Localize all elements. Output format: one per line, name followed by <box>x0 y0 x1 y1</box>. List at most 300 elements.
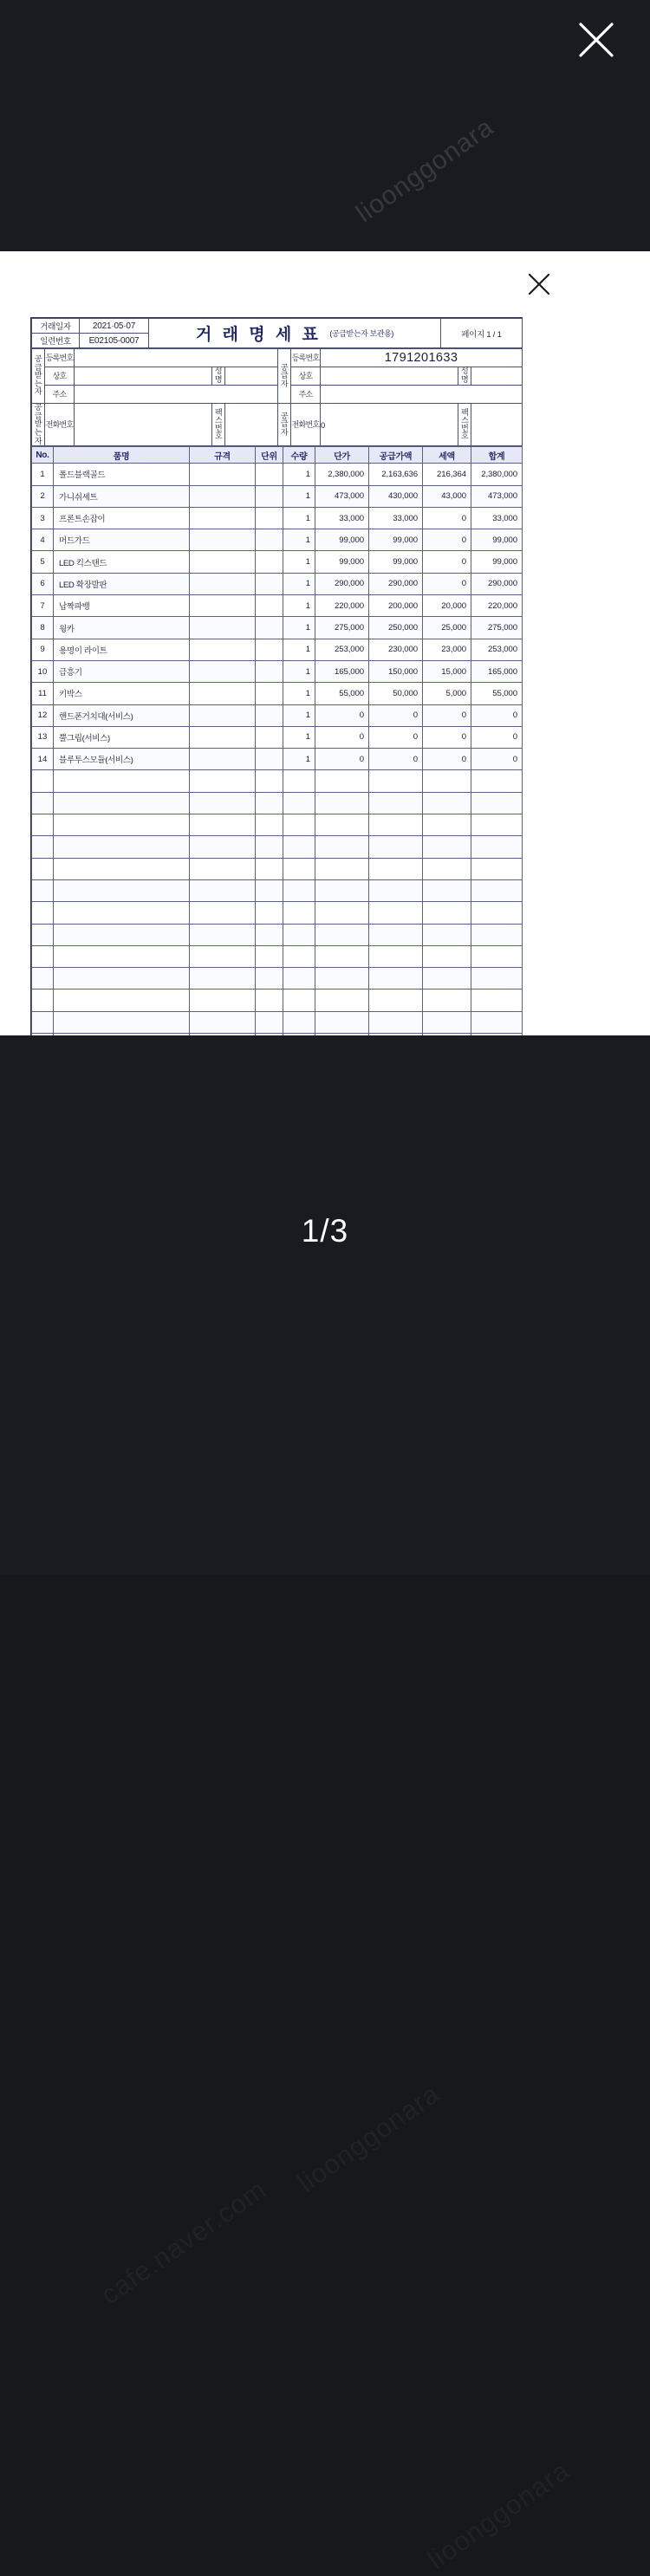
cell-empty <box>369 858 423 879</box>
cell-empty <box>32 858 54 879</box>
cell-qty: 1 <box>283 551 315 573</box>
cell-total: 99,000 <box>471 551 523 573</box>
col-tax: 세액 <box>423 447 471 464</box>
cell-empty <box>283 858 315 879</box>
cell-no: 10 <box>32 660 54 682</box>
cell-supply: 430,000 <box>369 485 423 507</box>
cell-unit <box>256 464 283 485</box>
cell-supply: 0 <box>369 749 423 770</box>
items-table <box>31 446 523 1077</box>
cell-empty <box>32 836 54 858</box>
cell-spec <box>190 507 256 529</box>
cell-supply: 50,000 <box>369 683 423 704</box>
buyer-tel-label: 전화번호 <box>45 404 75 446</box>
cell-total: 220,000 <box>471 595 523 617</box>
table-row <box>32 704 523 726</box>
cell-price: 0 <box>315 704 369 726</box>
party-row-tel <box>32 404 523 446</box>
cell-empty <box>283 814 315 836</box>
cell-spec <box>190 464 256 485</box>
cell-qty: 1 <box>283 639 315 660</box>
serial-label: 일련번호 <box>32 334 80 348</box>
page-title: 거 래 명 세 표 <box>195 326 322 344</box>
cell-tax: 0 <box>423 726 471 748</box>
cell-empty <box>32 1011 54 1033</box>
cell-empty <box>369 792 423 814</box>
col-name: 품명 <box>54 447 190 464</box>
cell-empty <box>369 836 423 858</box>
cell-empty <box>471 1011 523 1033</box>
buyer-reg-label: 등록번호 <box>45 349 75 367</box>
cell-no: 13 <box>32 726 54 748</box>
cell-name: 가니쉬세트 <box>54 485 190 507</box>
cell-empty <box>315 968 369 990</box>
viewer-top-backdrop <box>0 0 650 251</box>
header-row-date <box>32 319 523 334</box>
cell-spec <box>190 683 256 704</box>
cell-empty <box>315 792 369 814</box>
buyer-person-value <box>225 367 278 386</box>
cell-total: 0 <box>471 726 523 748</box>
cell-qty: 1 <box>283 464 315 485</box>
cell-unit <box>256 573 283 594</box>
cell-empty <box>32 945 54 967</box>
cell-empty <box>369 945 423 967</box>
page-indicator: 1/3 <box>301 1213 349 1249</box>
cell-supply: 150,000 <box>369 660 423 682</box>
cell-no: 12 <box>32 704 54 726</box>
cell-supply: 33,000 <box>369 507 423 529</box>
cell-empty <box>423 836 471 858</box>
cell-empty <box>369 814 423 836</box>
cell-empty <box>423 770 471 792</box>
table-row-empty <box>32 836 523 858</box>
cell-empty <box>283 879 315 901</box>
cell-unit <box>256 704 283 726</box>
cell-name: 키박스 <box>54 683 190 704</box>
cell-empty <box>190 924 256 945</box>
date-value: 2021·05·07 <box>80 319 149 334</box>
cell-empty <box>256 990 283 1011</box>
cell-empty <box>283 770 315 792</box>
cell-empty <box>54 924 190 945</box>
supplier-fax-label: 팩스번호 <box>458 404 471 446</box>
cell-empty <box>471 924 523 945</box>
cell-empty <box>283 1011 315 1033</box>
table-row-empty <box>32 879 523 901</box>
table-row <box>32 485 523 507</box>
table-row-empty <box>32 770 523 792</box>
party-block <box>31 348 523 446</box>
cell-empty <box>315 924 369 945</box>
cell-no: 7 <box>32 595 54 617</box>
close-button-top[interactable] <box>574 17 619 62</box>
cell-empty <box>32 792 54 814</box>
table-row <box>32 639 523 660</box>
supplier-addr-value <box>321 386 523 404</box>
cell-spec <box>190 660 256 682</box>
table-row <box>32 573 523 594</box>
cell-empty <box>369 879 423 901</box>
cell-empty <box>190 879 256 901</box>
document-title-cell <box>149 319 441 348</box>
table-row <box>32 617 523 639</box>
cell-spec <box>190 551 256 573</box>
cell-tax: 25,000 <box>423 617 471 639</box>
cell-empty <box>256 770 283 792</box>
cell-spec <box>190 726 256 748</box>
table-row <box>32 464 523 485</box>
cell-empty <box>32 990 54 1011</box>
cell-qty: 1 <box>283 704 315 726</box>
cell-empty <box>256 945 283 967</box>
page-number: 페이지 1 / 1 <box>441 319 523 348</box>
cell-tax: 0 <box>423 749 471 770</box>
cell-empty <box>32 770 54 792</box>
cell-price: 253,000 <box>315 639 369 660</box>
cell-empty <box>190 770 256 792</box>
cell-empty <box>283 836 315 858</box>
cell-tax: 23,000 <box>423 639 471 660</box>
cell-empty <box>471 968 523 990</box>
cell-empty <box>315 836 369 858</box>
cell-supply: 99,000 <box>369 551 423 573</box>
cell-empty <box>315 879 369 901</box>
cell-empty <box>283 792 315 814</box>
cell-empty <box>54 792 190 814</box>
col-spec: 규격 <box>190 447 256 464</box>
cell-name: 프론트손잡이 <box>54 507 190 529</box>
cell-tax: 43,000 <box>423 485 471 507</box>
cell-empty <box>32 968 54 990</box>
cell-empty <box>190 836 256 858</box>
cell-empty <box>471 814 523 836</box>
cell-qty: 1 <box>283 573 315 594</box>
buyer-person-label: 성명 <box>212 367 225 386</box>
cell-empty <box>315 814 369 836</box>
cell-name: LED 확장발판 <box>54 573 190 594</box>
table-row <box>32 507 523 529</box>
cell-tax: 0 <box>423 704 471 726</box>
buyer-name-label: 상호 <box>45 367 75 386</box>
cell-no: 14 <box>32 749 54 770</box>
cell-empty <box>283 990 315 1011</box>
party-row-name <box>32 367 523 386</box>
cell-unit <box>256 749 283 770</box>
cell-empty <box>369 968 423 990</box>
cell-name: 용명이 라이트 <box>54 639 190 660</box>
cell-empty <box>54 770 190 792</box>
document-subtitle: (공급받는자 보관용) <box>329 329 394 338</box>
cell-price: 275,000 <box>315 617 369 639</box>
table-row <box>32 726 523 748</box>
cell-empty <box>190 792 256 814</box>
cell-price: 99,000 <box>315 551 369 573</box>
cell-supply: 0 <box>369 726 423 748</box>
close-icon <box>526 271 552 297</box>
watermark-top: lioonggonara <box>351 112 499 229</box>
cell-empty <box>54 814 190 836</box>
cell-empty <box>190 902 256 924</box>
serial-value: E02105-0007 <box>80 334 149 348</box>
date-label: 거래일자 <box>32 319 80 334</box>
cell-empty <box>315 902 369 924</box>
cell-tax: 0 <box>423 573 471 594</box>
cell-no: 6 <box>32 573 54 594</box>
cell-unit <box>256 726 283 748</box>
table-row-empty <box>32 945 523 967</box>
table-row-empty <box>32 902 523 924</box>
watermark-mid-left: cafe.naver.com <box>94 2173 272 2311</box>
cell-empty <box>190 814 256 836</box>
cell-total: 473,000 <box>471 485 523 507</box>
cell-price: 33,000 <box>315 507 369 529</box>
cell-empty <box>471 879 523 901</box>
cell-name: 머드가드 <box>54 529 190 551</box>
watermark-bottom: lioonggonara <box>421 2455 575 2575</box>
cell-empty <box>423 902 471 924</box>
supplier-fax-value <box>471 404 523 446</box>
cell-empty <box>190 945 256 967</box>
cell-empty <box>471 858 523 879</box>
cell-qty: 1 <box>283 726 315 748</box>
supplier-side-label: 공급자 <box>278 349 291 404</box>
cell-no: 11 <box>32 683 54 704</box>
buyer-tel-value <box>75 404 212 446</box>
cell-empty <box>54 858 190 879</box>
cell-empty <box>54 968 190 990</box>
cell-empty <box>283 924 315 945</box>
cell-no: 5 <box>32 551 54 573</box>
cell-total: 275,000 <box>471 617 523 639</box>
cell-empty <box>54 1011 190 1033</box>
cell-price: 0 <box>315 749 369 770</box>
cell-empty <box>471 990 523 1011</box>
cell-supply: 2,163,636 <box>369 464 423 485</box>
table-row-empty <box>32 792 523 814</box>
cell-price: 55,000 <box>315 683 369 704</box>
supplier-reg-label: 등록번호 <box>291 349 321 367</box>
document-header <box>31 318 523 348</box>
cell-unit <box>256 551 283 573</box>
buyer-fax-label: 팩스번호 <box>212 404 225 446</box>
cell-empty <box>423 924 471 945</box>
cell-no: 1 <box>32 464 54 485</box>
buyer-addr-label: 주소 <box>45 386 75 404</box>
cell-qty: 1 <box>283 749 315 770</box>
buyer-addr-value <box>75 386 278 404</box>
cell-empty <box>283 968 315 990</box>
watermark-mid-right: lioonggonara <box>291 2078 445 2198</box>
cell-empty <box>315 1011 369 1033</box>
cell-empty <box>423 968 471 990</box>
supplier-side-label-2: 공급자 <box>278 404 291 446</box>
cell-name: 블루투스모듈(서비스) <box>54 749 190 770</box>
cell-name: 뿔그립(서비스) <box>54 726 190 748</box>
cell-tax: 5,000 <box>423 683 471 704</box>
table-row <box>32 595 523 617</box>
cell-price: 99,000 <box>315 529 369 551</box>
items-body <box>32 464 523 1077</box>
col-supply: 공급가액 <box>369 447 423 464</box>
cell-spec <box>190 617 256 639</box>
cell-empty <box>315 945 369 967</box>
cell-empty <box>471 836 523 858</box>
cell-empty <box>423 814 471 836</box>
table-row <box>32 660 523 682</box>
cell-name: 핸드폰거치대(서비스) <box>54 704 190 726</box>
buyer-side-label: 공급받는자 <box>32 349 45 404</box>
cell-empty <box>256 792 283 814</box>
cell-supply: 290,000 <box>369 573 423 594</box>
cell-spec <box>190 485 256 507</box>
cell-name: 납짝파뱅 <box>54 595 190 617</box>
cell-empty <box>32 814 54 836</box>
cell-tax: 0 <box>423 529 471 551</box>
cell-supply: 200,000 <box>369 595 423 617</box>
buyer-reg-value <box>75 349 278 367</box>
cell-empty <box>256 814 283 836</box>
cell-price: 0 <box>315 726 369 748</box>
cell-qty: 1 <box>283 683 315 704</box>
cell-price: 220,000 <box>315 595 369 617</box>
cell-no: 9 <box>32 639 54 660</box>
cell-name: 윙카 <box>54 617 190 639</box>
cell-price: 290,000 <box>315 573 369 594</box>
cell-qty: 1 <box>283 660 315 682</box>
cell-tax: 216,364 <box>423 464 471 485</box>
cell-empty <box>315 858 369 879</box>
table-row-empty <box>32 968 523 990</box>
col-price: 단가 <box>315 447 369 464</box>
cell-total: 55,000 <box>471 683 523 704</box>
supplier-name-label: 상호 <box>291 367 321 386</box>
cell-empty <box>283 902 315 924</box>
supplier-person-label: 성명 <box>458 367 471 386</box>
buyer-name-value <box>75 367 212 386</box>
cell-empty <box>423 792 471 814</box>
cell-empty <box>256 858 283 879</box>
viewer-bottom-backdrop <box>0 1035 650 2575</box>
cell-unit <box>256 507 283 529</box>
cell-empty <box>369 924 423 945</box>
buyer-side-label-2: 공급받는자 <box>32 404 45 446</box>
cell-empty <box>369 1011 423 1033</box>
cell-empty <box>190 990 256 1011</box>
cell-qty: 1 <box>283 617 315 639</box>
items-header-row <box>32 447 523 464</box>
cell-empty <box>54 945 190 967</box>
cell-unit <box>256 485 283 507</box>
cell-empty <box>256 836 283 858</box>
col-unit: 단위 <box>256 447 283 464</box>
buyer-fax-value <box>225 404 278 446</box>
cell-empty <box>190 858 256 879</box>
cell-total: 99,000 <box>471 529 523 551</box>
cell-empty <box>54 836 190 858</box>
cell-empty <box>423 858 471 879</box>
close-icon <box>576 20 616 60</box>
cell-tax: 15,000 <box>423 660 471 682</box>
party-row-regnum <box>32 349 523 367</box>
supplier-reg-value: 1791201633 <box>321 349 523 367</box>
cell-empty <box>256 924 283 945</box>
cell-qty: 1 <box>283 529 315 551</box>
cell-empty <box>190 1011 256 1033</box>
cell-total: 290,000 <box>471 573 523 594</box>
cell-empty <box>315 770 369 792</box>
cell-name: 폴드블랙골드 <box>54 464 190 485</box>
party-row-address <box>32 386 523 404</box>
cell-empty <box>369 770 423 792</box>
cell-qty: 1 <box>283 507 315 529</box>
cell-empty <box>471 902 523 924</box>
cell-spec <box>190 639 256 660</box>
cell-total: 165,000 <box>471 660 523 682</box>
cell-empty <box>471 792 523 814</box>
cell-no: 4 <box>32 529 54 551</box>
cell-price: 165,000 <box>315 660 369 682</box>
document-page <box>0 251 650 1035</box>
cell-empty <box>315 990 369 1011</box>
cell-tax: 0 <box>423 507 471 529</box>
table-row-empty <box>32 924 523 945</box>
cell-spec <box>190 595 256 617</box>
cell-no: 3 <box>32 507 54 529</box>
cell-unit <box>256 529 283 551</box>
cell-no: 8 <box>32 617 54 639</box>
cell-empty <box>256 1011 283 1033</box>
cell-price: 473,000 <box>315 485 369 507</box>
cell-empty <box>54 902 190 924</box>
cell-supply: 230,000 <box>369 639 423 660</box>
cell-spec <box>190 573 256 594</box>
cell-empty <box>32 924 54 945</box>
cell-empty <box>471 770 523 792</box>
close-button-document[interactable] <box>522 267 556 302</box>
cell-empty <box>471 945 523 967</box>
table-row-empty <box>32 858 523 879</box>
supplier-tel-value: 0 <box>321 404 458 446</box>
cell-price: 2,380,000 <box>315 464 369 485</box>
cell-spec <box>190 749 256 770</box>
col-no: No. <box>32 447 54 464</box>
table-row-empty <box>32 990 523 1011</box>
supplier-person-value <box>471 367 523 386</box>
cell-supply: 0 <box>369 704 423 726</box>
cell-empty <box>423 945 471 967</box>
cell-unit <box>256 660 283 682</box>
cell-unit <box>256 639 283 660</box>
cell-total: 2,380,000 <box>471 464 523 485</box>
cell-total: 0 <box>471 704 523 726</box>
cell-empty <box>369 902 423 924</box>
cell-empty <box>54 879 190 901</box>
supplier-name-value <box>321 367 458 386</box>
cell-empty <box>423 1011 471 1033</box>
cell-qty: 1 <box>283 485 315 507</box>
cell-supply: 250,000 <box>369 617 423 639</box>
cell-spec <box>190 529 256 551</box>
table-row <box>32 529 523 551</box>
cell-empty <box>423 990 471 1011</box>
cell-total: 0 <box>471 749 523 770</box>
cell-total: 33,000 <box>471 507 523 529</box>
cell-empty <box>256 879 283 901</box>
cell-empty <box>190 968 256 990</box>
cell-empty <box>256 902 283 924</box>
cell-name: 급흥기 <box>54 660 190 682</box>
